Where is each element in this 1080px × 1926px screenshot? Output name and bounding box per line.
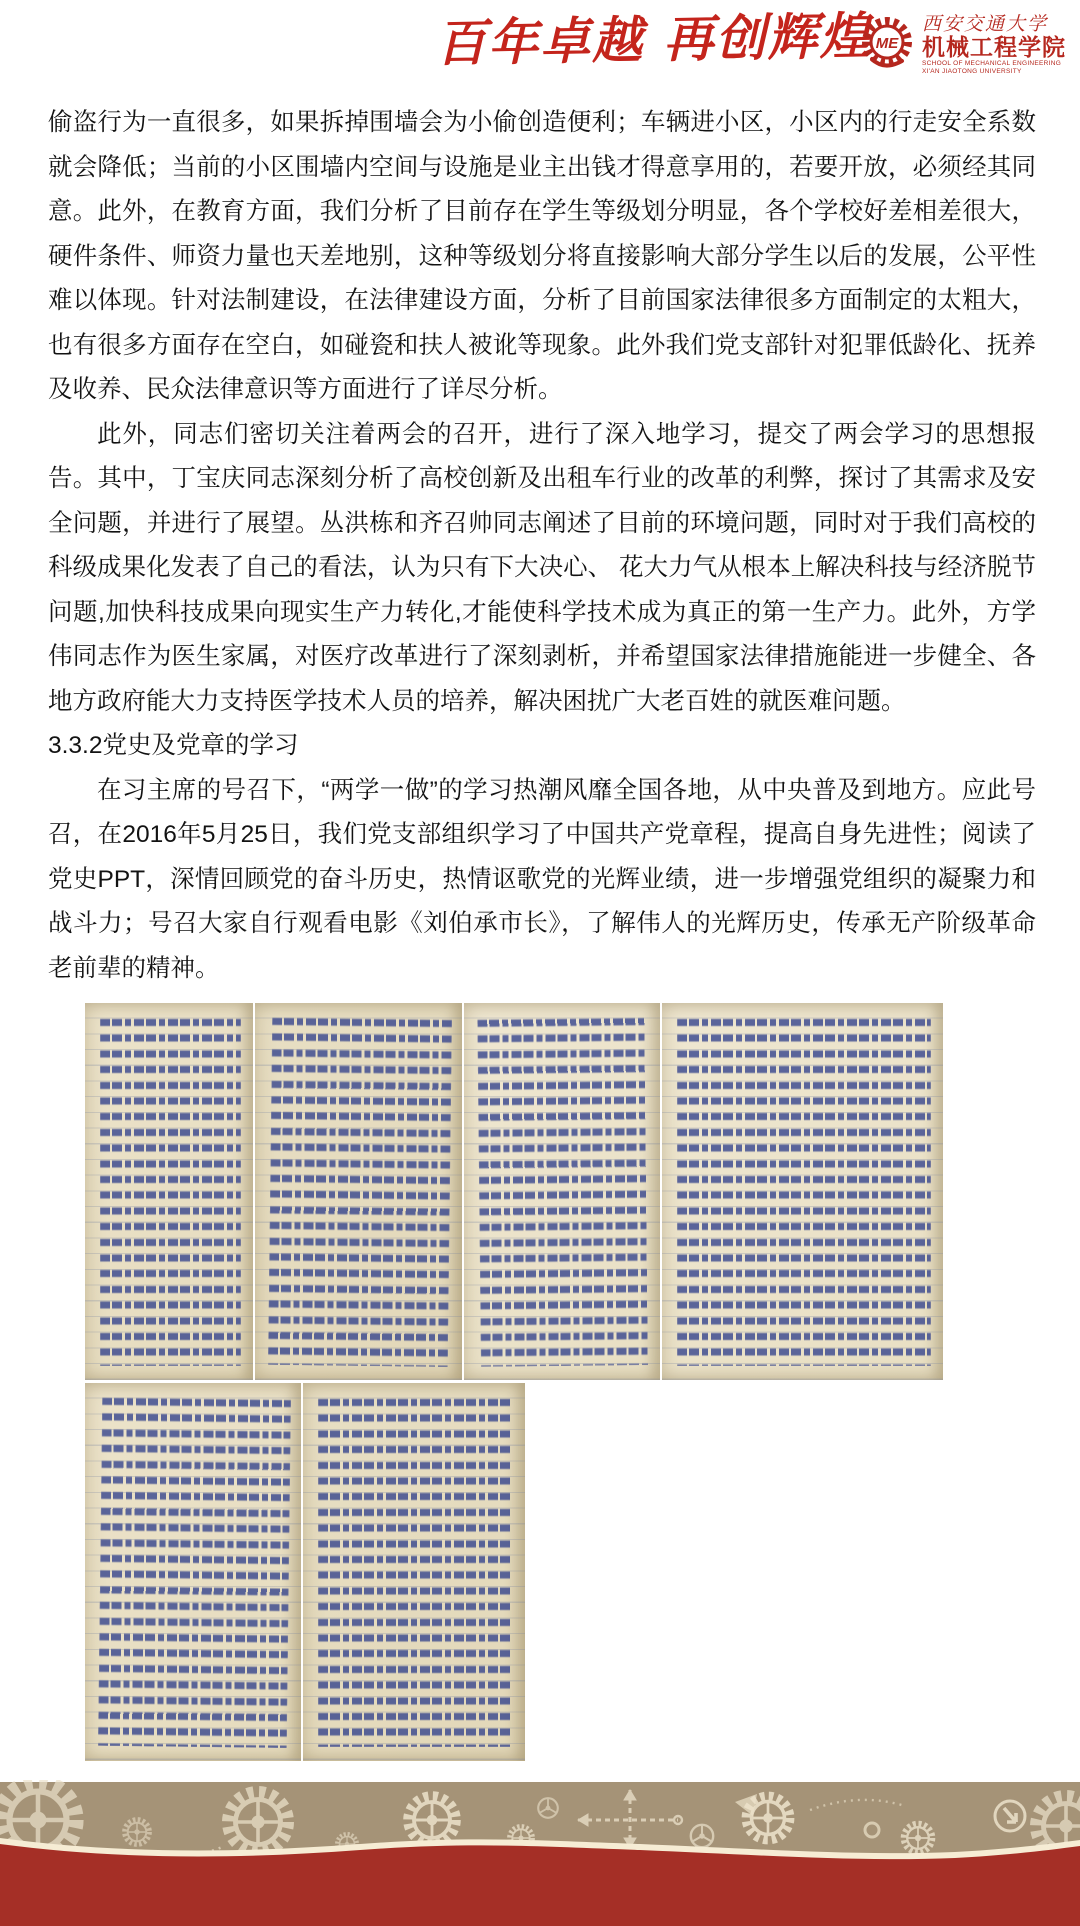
notes-photo-collage xyxy=(85,1003,945,1761)
school-name-en: SCHOOL OF MECHANICAL ENGINEERING xyxy=(922,60,1062,67)
notebook-page-photo xyxy=(85,1383,301,1761)
anniversary-slogan: 百年卓越 再创辉煌 xyxy=(435,6,872,73)
school-name: 机械工程学院 xyxy=(922,34,1066,60)
notebook-page-photo xyxy=(662,1003,943,1380)
gear-logo-icon xyxy=(858,15,916,75)
university-name: 西安交通大学 xyxy=(922,13,1049,35)
report-body xyxy=(0,101,1080,991)
logo-wordmark xyxy=(922,14,1066,76)
paragraph-community-analysis: 偷盗行为一直很多，如果拆掉围墙会为小偷创造便利；车辆进小区，小区内的行走安全系数就会降低；当前的小区围墙内空间与设施是业主出钱才得意享用的，若要开放，必须经其同意。此外，在教育方面，我们分析了目前存在学生等级划分明显，各个学校好差相差很大，硬件条件、师资力量也天差地别，这种等级划分将直接影响大部分学生以后的发展，公平性难以体现。针对法制建设，在法律建设方面，分析了目前国家法律很多方面制定的太粗大，也有很多方面存在空白，如碰瓷和扶人被讹等现象。此外我们党支部针对犯罪低龄化、抚养及收养、民众法律意识等方面进行了详尽分析。 xyxy=(48,109,1036,403)
notebook-page-photo xyxy=(303,1383,525,1761)
notebook-page-photo xyxy=(255,1003,462,1380)
gear-banner xyxy=(0,1780,1080,1926)
paragraph-two-sessions-study: 此外，同志们密切关注着两会的召开，进行了深入地学习，提交了两会学习的思想报告。其中，丁宝庆同志深刻分析了高校创新及出租车行业的改革的利弊，探讨了其需求及安全问题，并进行了展望。丛洪栋和齐召帅同志阐述了目前的环境问题，同时对于我们高校的科级成果化发表了自己的看法，认为只有下大决心、 花大力气从根本上解决科技与经济脱节问题,加快科技成果向现实生产力转化,才能使科学技术成为真正的第一生产力。此外，方学伟同志作为医生家属，对医疗改革进行了深刻剥析，并希望国家法律措施能进一步健全、各地方政府能大力支持医学技术人员的培养，解决困扰广大老百姓的就医难问题。 xyxy=(48,420,1036,715)
section-heading-3-3-2: 3.3.2党史及党章的学习 xyxy=(48,732,299,759)
school-logo xyxy=(858,14,1066,76)
notebook-page-photo xyxy=(464,1003,660,1380)
notebook-page-photo xyxy=(85,1003,253,1380)
page-header xyxy=(0,0,1080,96)
logo-monogram: ME xyxy=(875,35,899,52)
paragraph-party-history-study: 在习主席的号召下，“两学一做”的学习热潮风靡全国各地，从中央普及到地方。应此号召，在2016年5月25日，我们党支部组织学习了中国共产党章程，提高自身先进性；阅读了党史PPT，深情回顾党的奋斗历史，热情讴歌党的光辉业绩，进一步增强党组织的凝聚力和战斗力；号召大家自行观看电影《刘伯承市长》，了解伟人的光辉历史，传承无产阶级革命老前辈的精神。 xyxy=(48,776,1036,982)
university-name-en: XI'AN JIAOTONG UNIVERSITY xyxy=(922,68,1022,75)
